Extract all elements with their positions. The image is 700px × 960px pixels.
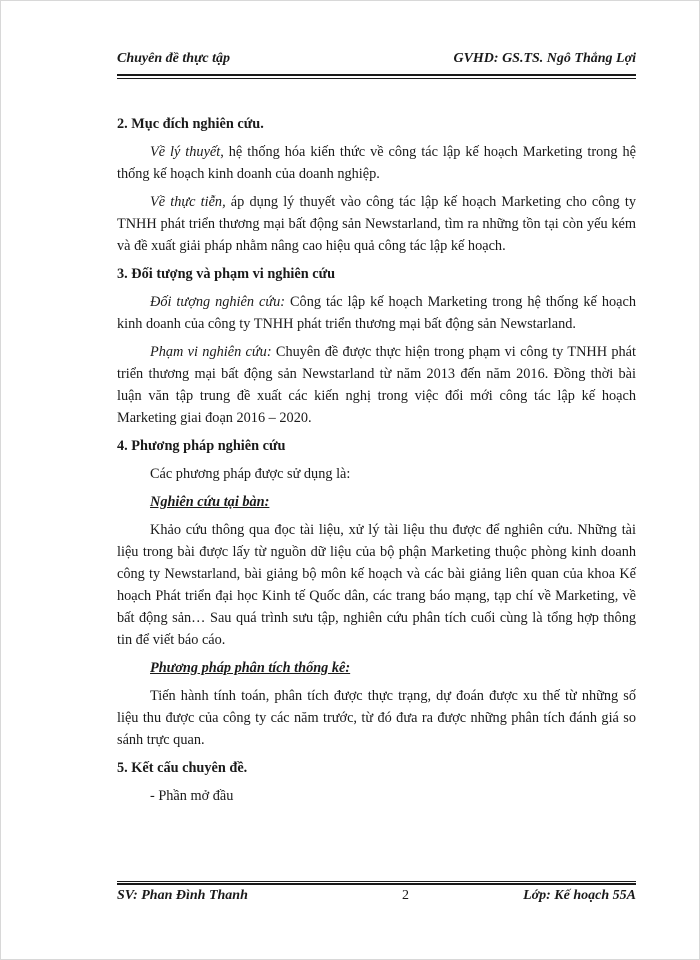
page-content	[117, 113, 636, 813]
section-2-p1-lead: Về lý thuyết	[150, 144, 221, 160]
section-3-p1-text: Công tác lập kế hoạch Marketing trong hệ thống kế hoạch kinh doanh của công ty TNHH phát triển thương mại bất động sản Newstarland.	[117, 294, 636, 332]
section-3-paragraph-2	[117, 341, 636, 429]
section-3-paragraph-1	[117, 291, 636, 335]
header-left: Chuyên đề thực tập	[117, 51, 231, 66]
page-number: 2	[401, 888, 409, 903]
footer-rule	[117, 881, 636, 885]
footer-student: SV: Phan Đình Thanh	[117, 888, 248, 903]
section-2-p1-text: , hệ thống hóa kiến thức về công tác lập kế hoạch Marketing trong hệ thống kế hoạch kinh doanh của doanh nghiệp.	[117, 144, 636, 182]
section-3-p2-lead: Phạm vi nghiên cứu:	[150, 344, 272, 360]
header-rule	[117, 74, 636, 79]
page-header	[117, 51, 636, 69]
section-2-title: 2. Mục đích nghiên cứu.	[117, 116, 264, 132]
section-4-intro: Các phương pháp được sử dụng là:	[150, 466, 351, 482]
section-2-p2-text: áp dụng lý thuyết vào công tác lập kế hoạch Marketing cho công ty TNHH phát triển thương mại bất động sản Newstarland, tìm ra những tồn tại còn yếu kém và đề xuất giải pháp nhằm nâng cao hiệu quả công tác lập kế hoạch.	[117, 194, 636, 254]
header-right: GVHD: GS.TS. Ngô Thắng Lợi	[453, 51, 636, 66]
footer-class: Lớp: Kế hoạch 55A	[523, 888, 636, 903]
section-2-paragraph-2	[117, 191, 636, 257]
section-2-p2-lead: Về thực tiễn,	[150, 194, 226, 210]
section-2-paragraph-1	[117, 141, 636, 185]
section-3-p1-lead: Đối tượng nghiên cứu:	[150, 294, 286, 310]
section-5-item-1: - Phần mở đầu	[150, 788, 234, 804]
section-4-title: 4. Phương pháp nghiên cứu	[117, 438, 286, 454]
section-3-p2-text: Chuyên đề được thực hiện trong phạm vi công ty TNHH phát triển thương mại bất động sản Newstarland từ năm 2013 đến năm 2016. Đồng thời bài luận văn tập trung đề xuất các kiến nghị trong việc đổi mới công tác lập kế hoạch Marketing giai đoạn 2016 – 2020.	[117, 344, 636, 426]
method-2-text: Tiến hành tính toán, phân tích được thực trạng, dự đoán được xu thế từ những số liệu thu được của công ty các năm trước, từ đó đưa ra được những phân tích đánh giá so sánh trực quan.	[117, 688, 636, 748]
section-5-title: 5. Kết cấu chuyên đề.	[117, 760, 248, 776]
page-footer	[117, 888, 636, 904]
method-1-title: Nghiên cứu tại bàn:	[150, 494, 270, 510]
method-1-text: Khảo cứu thông qua đọc tài liệu, xử lý tài liệu thu được để nghiên cứu. Những tài liệu trong bài được lấy từ nguồn dữ liệu của bộ phận Marketing thuộc phòng kinh doanh công ty Newstarland, bài giảng bộ môn kế hoạch và các bài giảng liên quan của khoa Kế hoạch Phát triển đại học Kinh tế Quốc dân, các trang báo mạng, tạp chí về Marketing, về bất động sản… Sau quá trình sưu tập, nghiên cứu phân tích cuối cùng là tổng hợp thông tin để viết báo cáo.	[117, 522, 636, 648]
method-2-title: Phương pháp phân tích thống kê:	[150, 660, 351, 676]
section-3-title: 3. Đối tượng và phạm vi nghiên cứu	[117, 266, 336, 282]
